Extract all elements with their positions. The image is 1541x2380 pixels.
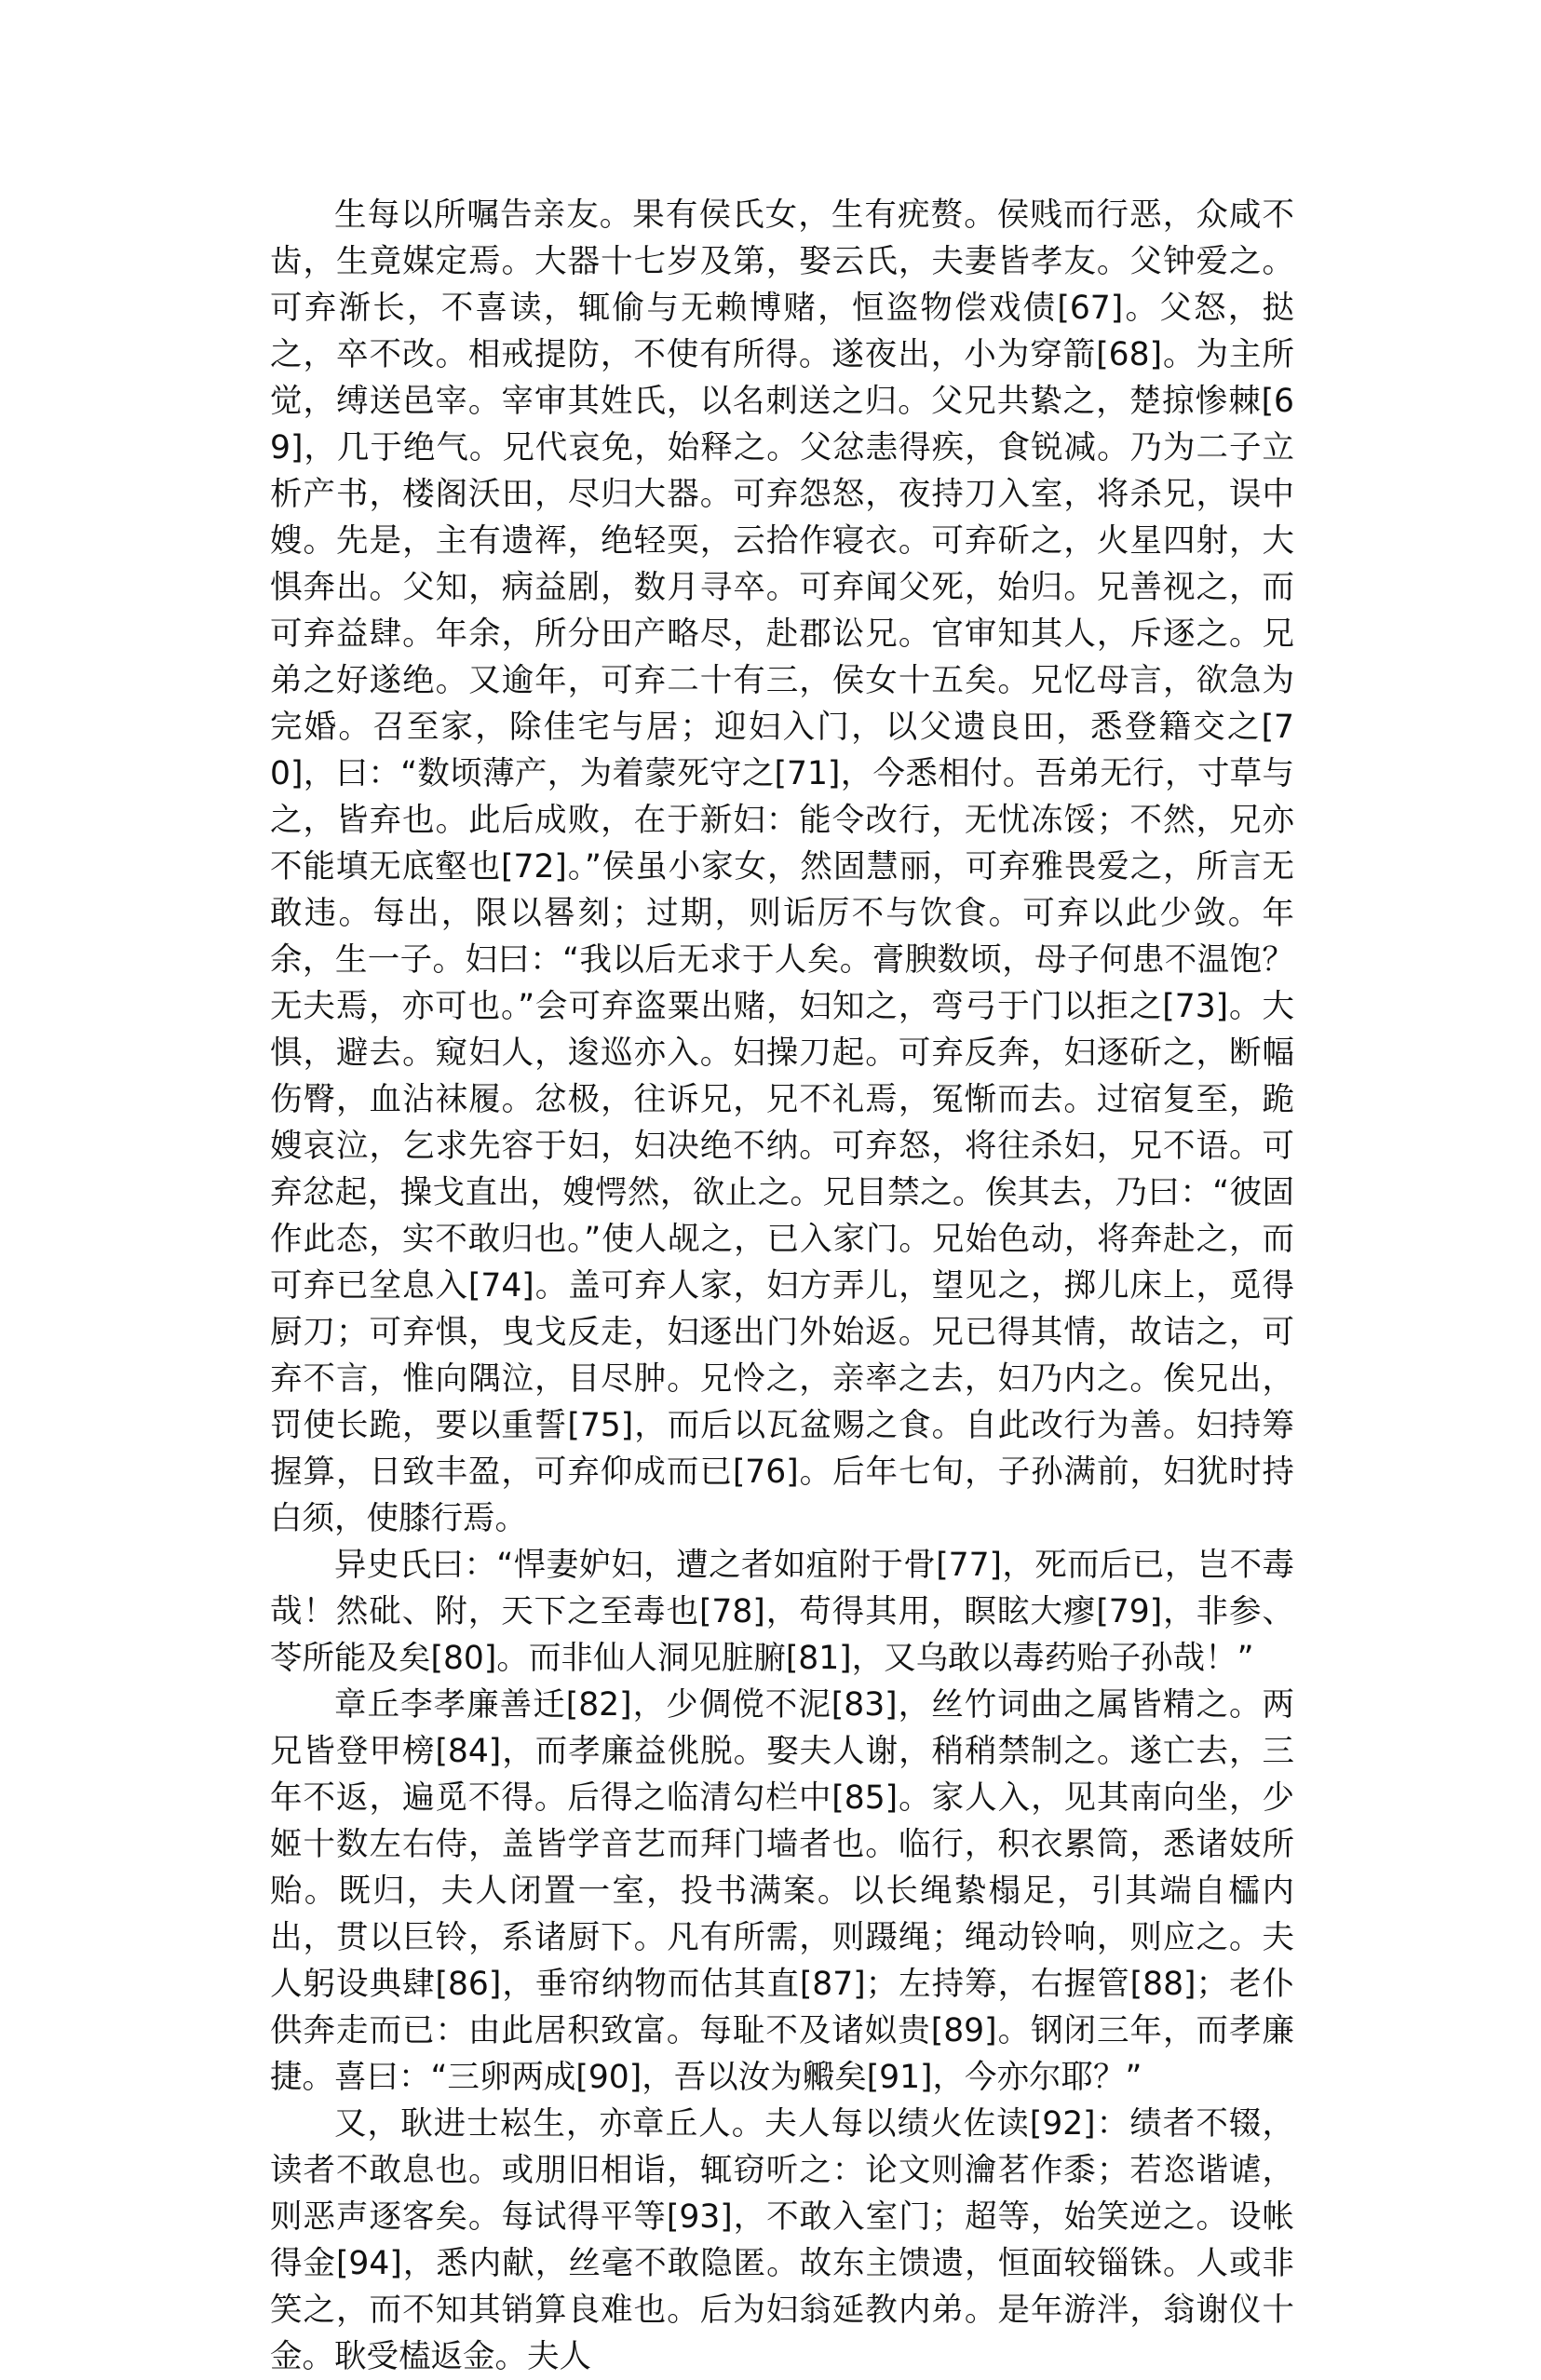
paragraph-geng-jinshi: 又，耿进士崧生，亦章丘人。夫人每以绩火佐读[92]：绩者不辍，读者不敢息也。或朋旧相诣，辄窃听之：论文则瀹茗作黍；若恣谐谑，则恶声逐客矣。每试得平等[93]，不敢入室门；超等，始笑逆之。设帐得金[94]，悉内献，丝毫不敢隐匿。故东主馈遗，恒面较锱铢。人或非笑之，而不知其销算良难也。后为妇翁延教内弟。是年游泮，翁谢仪十金。耿受榼返金。夫人 bbox=[270, 2105, 1294, 2375]
text-column bbox=[270, 192, 1294, 2380]
paragraph-yishishi-commentary: 异史氏曰：“悍妻妒妇，遭之者如疽附于骨[77]，死而后已，岂不毒哉！然砒、附，天下之至毒也[78]，苟得其用，瞑眩大瘳[79]，非参、苓所能及矣[80]。而非仙人洞见脏腑[81]，又乌敢以毒药贻子孙哉！” bbox=[270, 1547, 1294, 1677]
paragraph-story-keqi: 生每以所嘱告亲友。果有侯氏女，生有疣赘。侯贱而行恶，众咸不齿，生竟媒定焉。大器十七岁及第，娶云氏，夫妻皆孝友。父钟爱之。可弃渐长，不喜读，辄偷与无赖博赌，恒盗物偿戏债[67]。父怒，挞之，卒不改。相戒提防，不使有所得。遂夜出，小为穿箭[68]。为主所觉，缚送邑宰。宰审其姓氏，以名刺送之归。父兄共絷之，楚掠惨棘[69]，几于绝气。兄代哀免，始释之。父忿恚得疾，食锐减。乃为二子立析产书，楼阁沃田，尽归大器。可弃怨怒，夜持刀入室，将杀兄，误中嫂。先是，主有遗裈，绝轻耎，云拾作寝衣。可弃斫之，火星四射，大惧奔出。父知，病益剧，数月寻卒。可弃闻父死，始归。兄善视之，而可弃益肆。年余，所分田产略尽，赴郡讼兄。官审知其人，斥逐之。兄弟之好遂绝。又逾年，可弃二十有三，侯女十五矣。兄忆母言，欲急为完婚。召至家，除佳宅与居；迎妇入门，以父遗良田，悉登籍交之[70]，曰：“数顷薄产，为着蒙死守之[71]，今悉相付。吾弟无行，寸草与之，皆弃也。此后成败，在于新妇：能令改行，无忧冻馁；不然，兄亦不能填无底壑也[72]。”侯虽小家女，然固慧丽，可弃雅畏爱之，所言无敢违。每出，限以晷刻；过期，则诟厉不与饮食。可弃以此少敛。年余，生一子。妇曰：“我以后无求于人矣。膏腴数顷，母子何患不温饱？无夫焉，亦可也。”会可弃盗粟出赌，妇知之，弯弓于门以拒之[73]。大惧，避去。窥妇人，逡巡亦入。妇操刀起。可弃反奔，妇逐斫之，断幅伤臀，血沾袜履。忿极，往诉兄，兄不礼焉，冤惭而去。过宿复至，跪嫂哀泣，乞求先容于妇，妇决绝不纳。可弃怒，将往杀妇，兄不语。可弃忿起，操戈直出，嫂愕然，欲止之。兄目禁之。俟其去，乃曰：“彼固作此态，实不敢归也。”使人觇之，已入家门。兄始色动，将奔赴之，而可弃已坌息入[74]。盖可弃人家，妇方弄儿，望见之，掷儿床上，觅得厨刀；可弃惧，曳戈反走，妇逐出门外始返。兄已得其情，故诘之，可弃不言，惟向隅泣，目尽肿。兄怜之，亲率之去，妇乃内之。俟兄出，罚使长跪，要以重誓[75]，而后以瓦盆赐之食。自此改行为善。妇持筹握算，日致丰盈，可弃仰成而已[76]。后年七旬，子孙满前，妇犹时持白须，使膝行焉。 bbox=[270, 196, 1294, 1537]
paragraph-li-xiaolian: 章丘李孝廉善迁[82]，少倜傥不泥[83]，丝竹词曲之属皆精之。两兄皆登甲榜[84]，而孝廉益佻脱。娶夫人谢，稍稍禁制之。遂亡去，三年不返，遍觅不得。后得之临清勾栏中[85]。家人入，见其南向坐，少姬十数左右侍，盖皆学音艺而拜门墙者也。临行，积衣累筒，悉诸妓所贻。既归，夫人闭置一室，投书满案。以长绳絷榻足，引其端自櫺内出，贯以巨铃，系诸厨下。凡有所需，则蹑绳；绳动铃响，则应之。夫人躬设典肆[86]，垂帘纳物而估其直[87]；左持筹，右握管[88]；老仆供奔走而已：由此居积致富。每耻不及诸姒贵[89]。钢闭三年，而孝廉捷。喜曰：“三卵两成[90]，吾以汝为毈矣[91]，今亦尔耶？” bbox=[270, 1686, 1294, 2096]
